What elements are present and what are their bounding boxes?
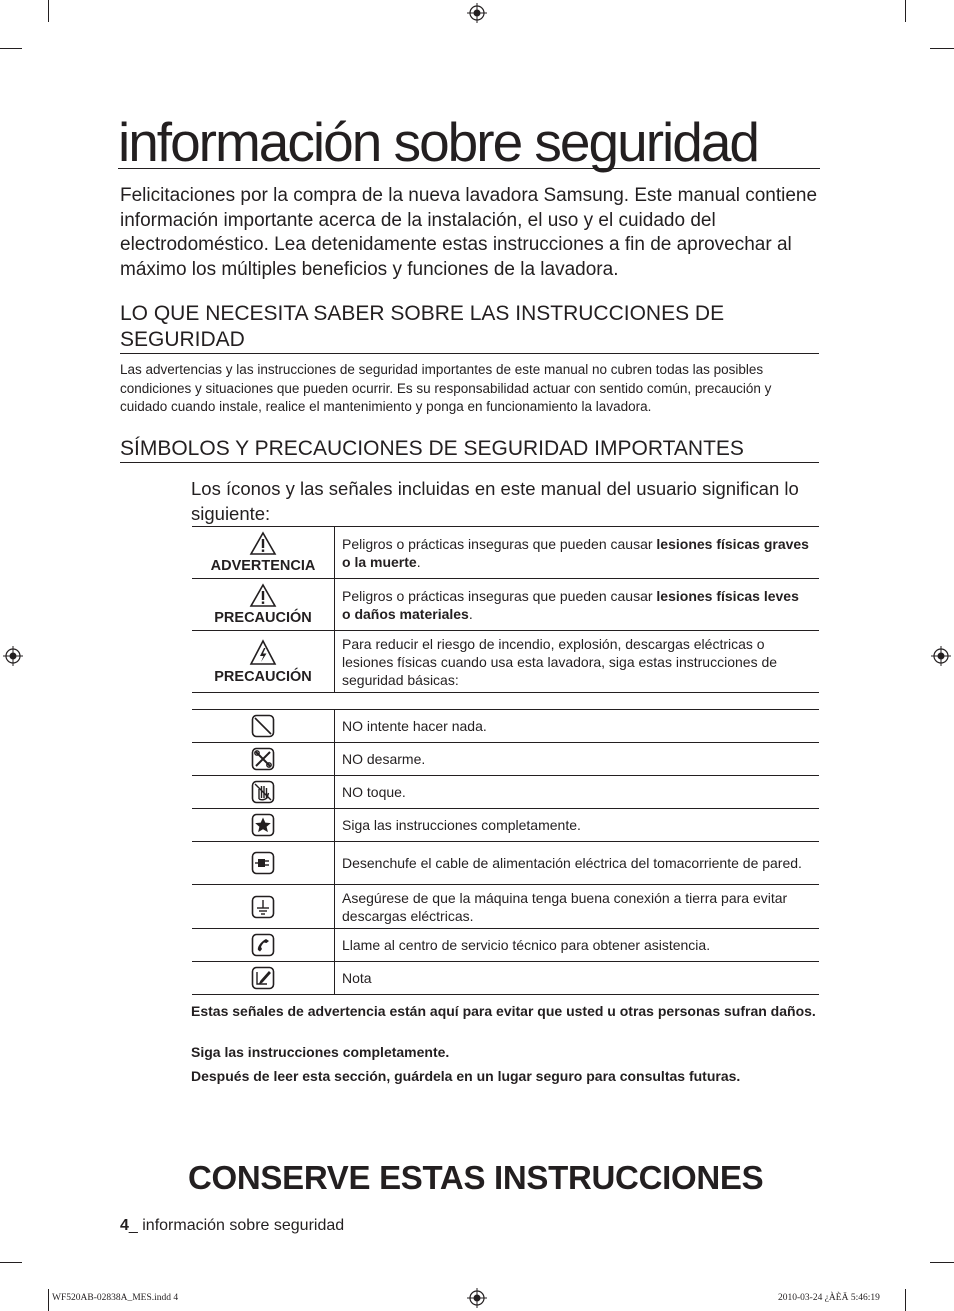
symbol-row [192, 743, 819, 776]
symbol-row [192, 776, 819, 809]
symbol-text: Nota [335, 962, 820, 995]
electric-caution-icon [249, 639, 277, 667]
crop-mark [930, 48, 954, 49]
symbol-text: NO intente hacer nada. [335, 710, 820, 743]
symbols-lead: Los íconos y las señales incluidas en este manual del usuario significan lo siguiente: [191, 478, 799, 524]
section-heading-instructions: LO QUE NECESITA SABER SOBRE LAS INSTRUCCIONES DE SEGURIDAD [120, 301, 819, 354]
electric-caution-row [192, 631, 819, 693]
symbol-row [192, 842, 819, 885]
symbol-text: NO desarme. [335, 743, 820, 776]
section-heading-symbols: SÍMBOLOS Y PRECAUCIONES DE SEGURIDAD IMPORTANTES [120, 436, 819, 463]
intro-paragraph: Felicitaciones por la compra de la nueva lavadora Samsung. Este manual contiene información importante acerca de la instalación, el uso y el cuidado del electrodoméstico. Lea detenidamente estas instrucciones a fin de aprovechar al máximo los múltiples beneficios y funciones de la lavadora. [120, 185, 818, 280]
crop-mark [48, 1289, 49, 1311]
caution-icon-cell [192, 579, 335, 631]
registration-mark-icon [467, 1288, 487, 1308]
caution-row [192, 579, 819, 631]
phone-icon [251, 933, 275, 957]
symbol-row [192, 929, 819, 962]
warning-text: Peligros o prácticas inseguras que pueden causar lesiones físicas graves o la muerte. [335, 527, 820, 579]
symbol-row [192, 962, 819, 995]
conserve-heading: CONSERVE ESTAS INSTRUCCIONES [188, 1159, 764, 1196]
crop-mark [905, 1289, 906, 1311]
registration-mark-icon [3, 646, 23, 666]
caution-text: Peligros o prácticas inseguras que pueden causar lesiones físicas leves o daños materiales. [335, 579, 820, 631]
warning-icon-cell [192, 527, 335, 579]
ground-icon [251, 895, 275, 919]
symbol-text: Asegúrese de que la máquina tenga buena conexión a tierra para evitar descargas eléctricas. [335, 885, 820, 929]
electric-caution-text: Para reducir el riesgo de incendio, explosión, descargas eléctricas o lesiones físicas cuando usa esta lavadora, siga estas instrucciones de seguridad básicas: [335, 631, 820, 693]
no-disassemble-icon [251, 747, 275, 771]
note-follow-instructions: Siga las instrucciones completamente. [191, 1044, 450, 1060]
crop-mark [905, 0, 906, 22]
symbol-row [192, 809, 819, 842]
electric-caution-label: PRECAUCIÓN [214, 668, 312, 685]
crop-mark [0, 1262, 22, 1263]
warning-triangle-icon [249, 531, 277, 556]
caution-triangle-icon [249, 583, 277, 608]
registration-mark-icon [467, 3, 487, 23]
slug-date: 2010-03-24 ¿ÀÈÄ 5:46:19 [778, 1293, 880, 1303]
page-title: información sobre seguridad [118, 112, 820, 169]
footer-label: _ información sobre seguridad [128, 1217, 345, 1234]
symbol-row [192, 710, 819, 743]
page-number: 4 [120, 1217, 129, 1234]
symbol-text: Desenchufe el cable de alimentación eléctrica del tomacorriente de pared. [335, 842, 820, 885]
symbol-text: Llame al centro de servicio técnico para obtener asistencia. [335, 929, 820, 962]
caution-label: PRECAUCIÓN [214, 610, 312, 626]
note-keep-section: Después de leer esta sección, guárdela en un lugar seguro para consultas futuras. [191, 1068, 741, 1084]
registration-mark-icon [931, 646, 951, 666]
note-warning-signs: Estas señales de advertencia están aquí para evitar que usted u otras personas sufran daños. [191, 1003, 816, 1019]
no-touch-icon [251, 780, 275, 804]
crop-mark [48, 0, 49, 22]
prohibited-icon [251, 714, 275, 738]
page-footer [120, 1216, 344, 1236]
crop-mark [930, 1262, 954, 1263]
symbol-text: NO toque. [335, 776, 820, 809]
slug-filename: WF520AB-02838A_MES.indd 4 [52, 1293, 179, 1303]
note-icon [251, 966, 275, 990]
follow-instructions-icon [251, 813, 275, 837]
section-body-instructions: Las advertencias y las instrucciones de seguridad importantes de este manual no cubren todas las posibles condiciones y situaciones que pueden ocurrir. Es su responsabilidad actuar con sentido común, precaución y cuidado cuando instale, realice el mantenimiento y ponga en funcionamiento la lavadora. [120, 362, 772, 414]
warning-row [192, 527, 819, 579]
electric-caution-icon-cell [192, 631, 335, 693]
warnings-table [192, 526, 819, 693]
crop-mark [0, 48, 22, 49]
symbol-row [192, 885, 819, 929]
warning-label: ADVERTENCIA [210, 558, 316, 574]
symbol-text: Siga las instrucciones completamente. [335, 809, 820, 842]
unplug-icon [251, 851, 275, 875]
symbols-table [192, 709, 819, 995]
